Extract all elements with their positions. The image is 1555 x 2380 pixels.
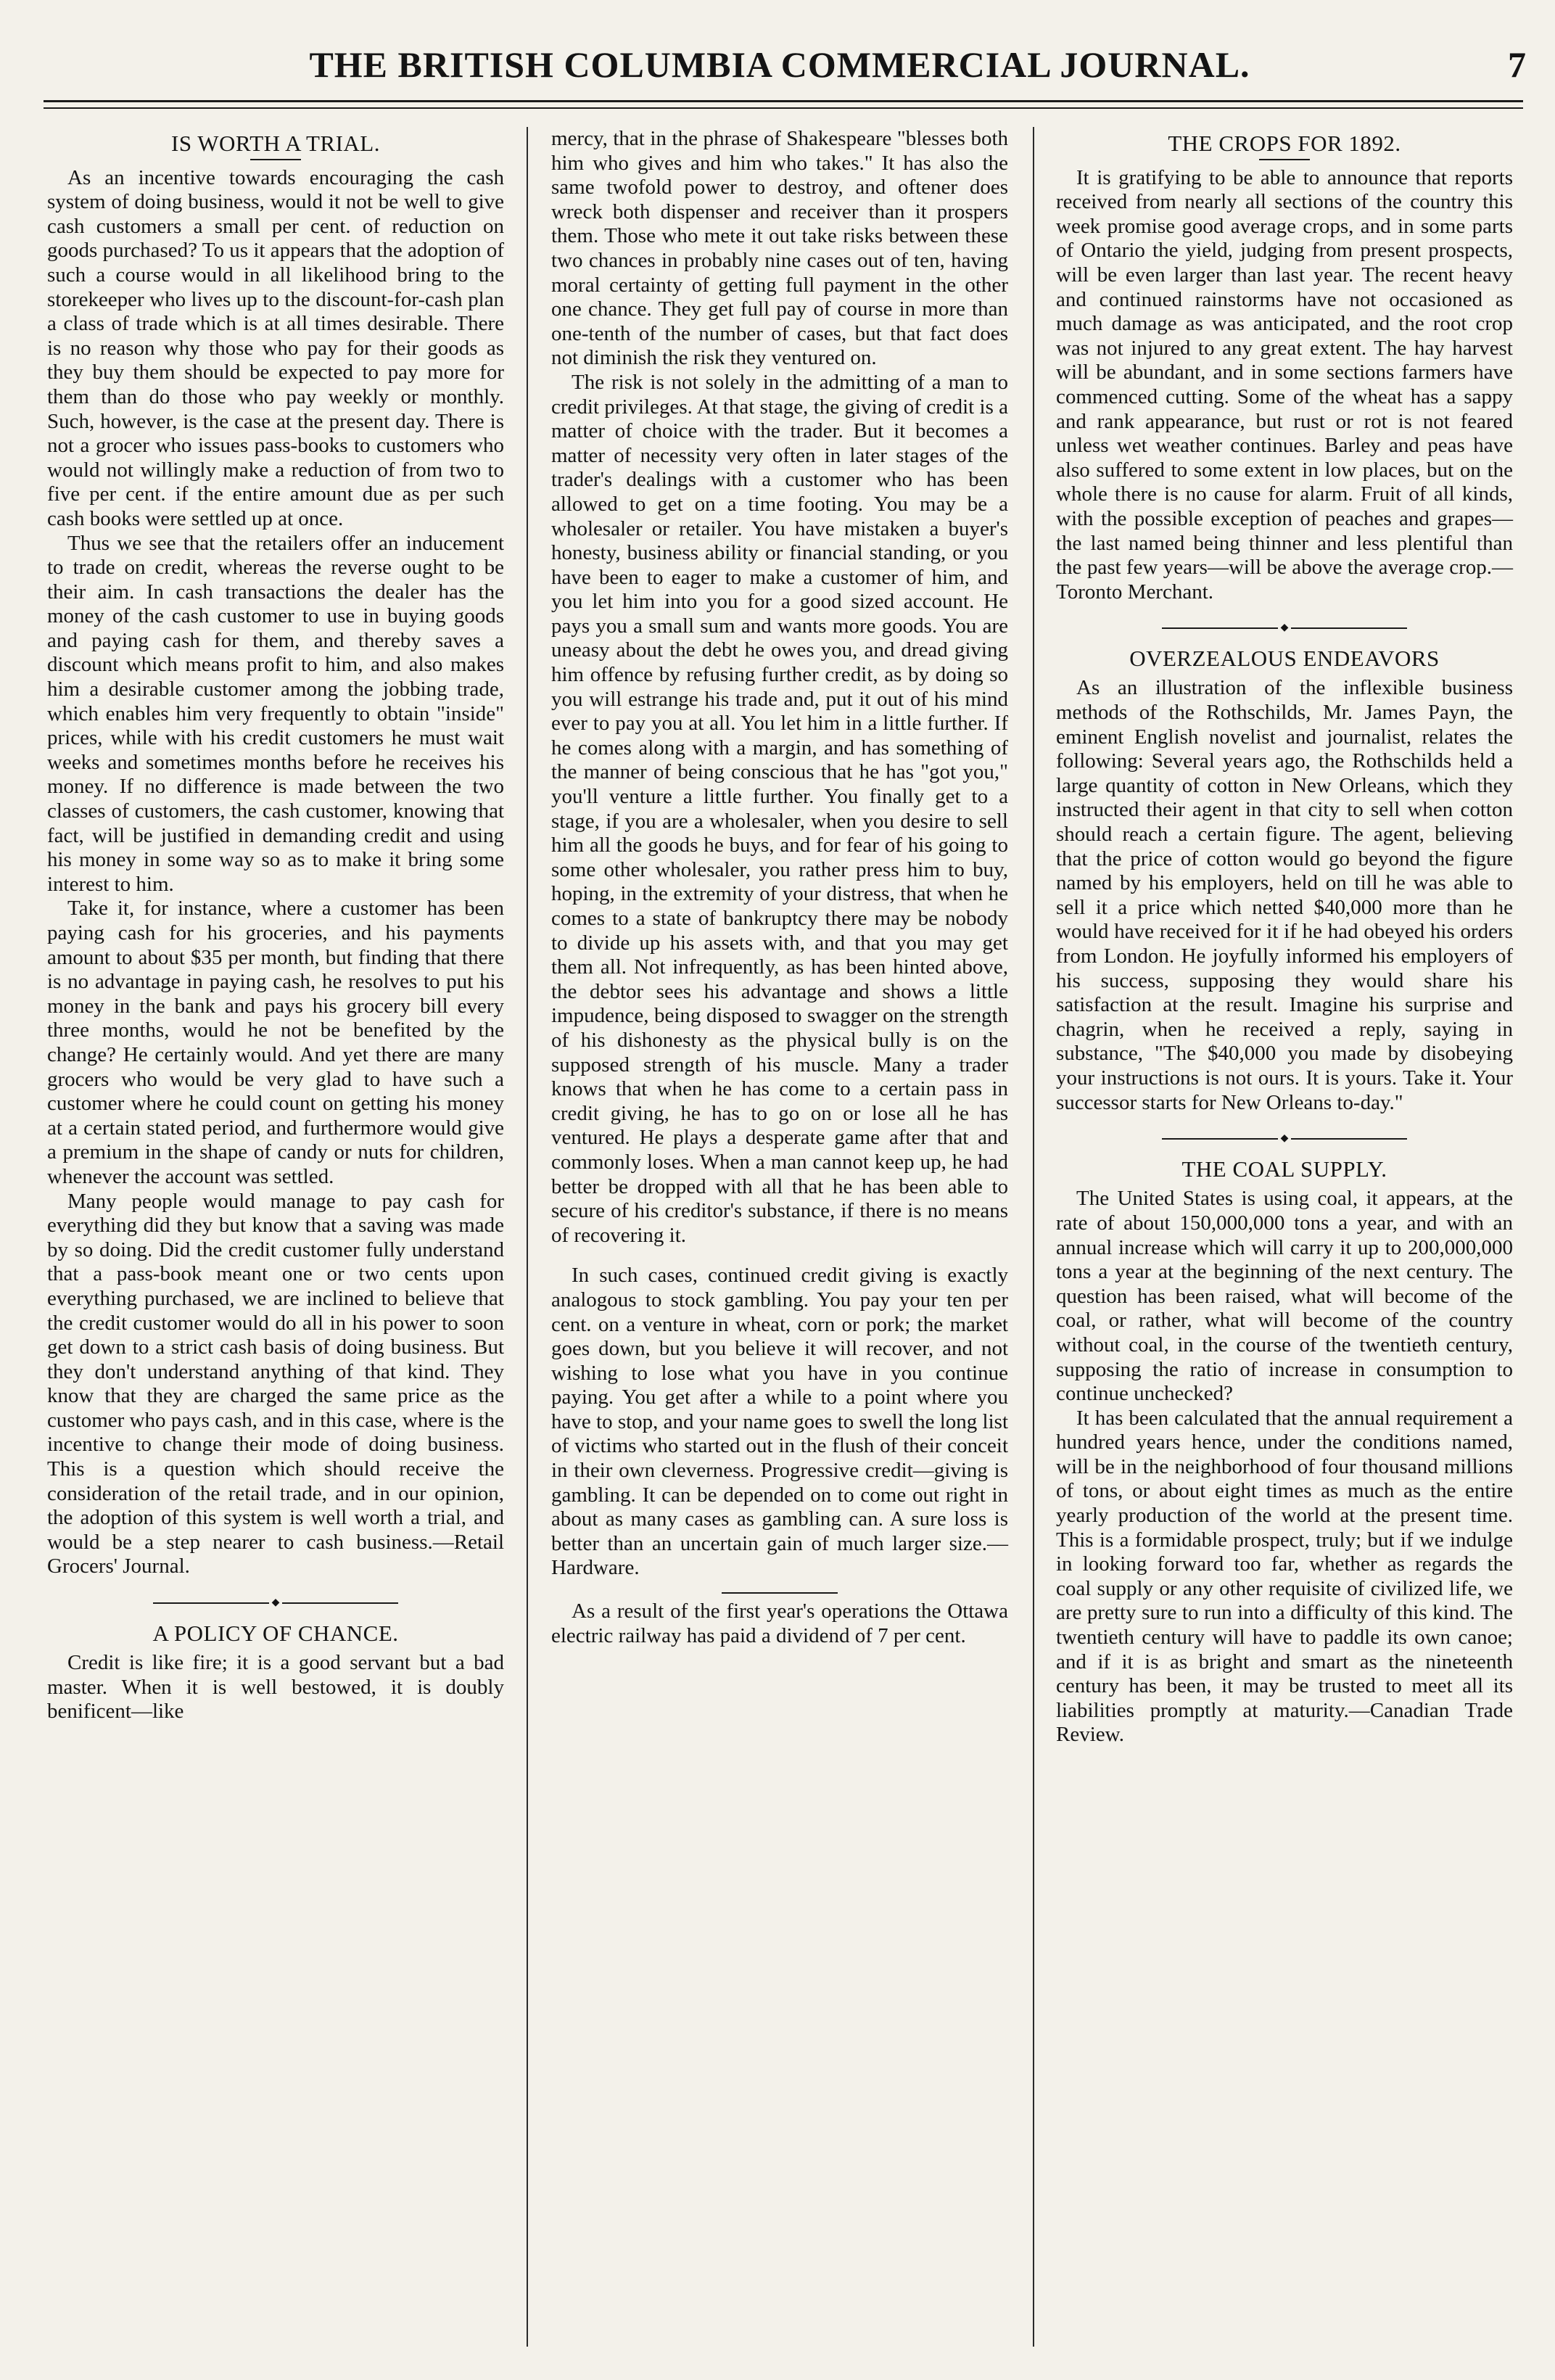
header-rule-secondary [44,107,1523,109]
header-rule [44,100,1523,102]
news-item: As a result of the first year's operations the Ottawa electric railway has paid a dividend of 7 per cent. [551,1599,1008,1647]
article-title: IS WORTH A TRIAL. [171,131,380,156]
article-paragraph: Credit is like fire; it is a good servant but a bad master. When it is well bestowed, it is doubly benificent—like [47,1651,504,1724]
article-paragraph: mercy, that in the phrase of Shakespeare "blesses both him who gives and him who takes." It has also the same twofold power to destroy, and oftener does wreck both dispenser and receiver than it prospers them. Those who mete it out take risks between these two chances in probably nine cases out of ten, having moral certainty of getting full payment in the other one chance. They get full pay of course in more than one-tenth of the number of cases, but that fact does not diminish the risk they ventured on. [551,127,1008,370]
section-separator: ◆ [1056,616,1513,641]
article-title: A POLICY OF CHANCE. [152,1620,399,1646]
column-divider [1033,127,1034,2347]
column-left [47,127,504,1724]
article-paragraph: The United States is using coal, it appears, at the rate of about 150,000,000 tons a year, and with an annual increase which will carry it up to 200,000,000 tons a year at the beginning of the next century. The question has been raised, what will become of the coal, or rather, what will become of the country without coal, in the course of the twentieth century, supposing the ratio of increase in consumption to continue unchecked? [1056,1187,1513,1406]
page-number: 7 [1508,44,1526,85]
article-paragraph: Many people would manage to pay cash for everything did they but know that a saving was made by so doing. Did the credit customer fully understand that a pass-book meant one or two cents upon everything purchased, we are inclined to believe that the credit customer would do all in his power to soon get down to a strict cash basis of doing business. But they don't understand anything of that kind. They know that they are charged the same price as the customer who pays cash, and in this case, where is the incentive to change their mode of doing business. This is a question which should receive the consideration of the retail trade, and in our opinion, the adoption of this system is well worth a trial, and would be a step nearer to cash business.—Retail Grocers' Journal. [47,1189,504,1578]
title-dash [1259,159,1310,160]
section-separator: ◆ [1056,1127,1513,1151]
article-paragraph: Take it, for instance, where a customer has been paying cash for his groceries, and his payments amount to about $35 per month, but finding that there is no advantage in paying cash, he resolves to put his money in the bank and pays his grocery bill every three months, would he not be benefited by the change? He certainly would. And yet there are many grocers who would be very glad to have such a customer where he could count on getting his money at a certain stated period, and furthermore would give a premium in the shape of candy or nuts for children, whenever the account was settled. [47,897,504,1188]
column-middle [551,127,1008,1648]
article-paragraph: As an incentive towards encouraging the cash system of doing business, would it not be well to give cash customers a small per cent. of reduction on goods purchased? To us it appears that the adoption of such a course would in all likelihood bring to the storekeeper who lives up to the discount-for-cash plan a class of trade which is at all times desirable. There is no reason why those who pay for their goods as they buy them should be expected to pay more for them than do those who pay weekly or monthly. Such, however, is the case at the present day. There is not a grocer who issues pass-books to customers who would not willingly make a reduction of from two to five per cent. if the entire amount due as per such cash books were settled up at once. [47,165,504,530]
article-title: THE CROPS FOR 1892. [1168,131,1401,156]
article-paragraph: It is gratifying to be able to announce that reports received from nearly all sections of the country this week promise good average crops, and in some parts of Ontario the yield, judging from present prospects, will be even larger than last year. The recent heavy and continued rainstorms have not occasioned as much damage as was anticipated, and the root crop was not injured to any great extent. The hay harvest will be abundant, and in some sections farmers have commenced cutting. Some of the wheat has a sappy and rank appearance, but rust or rot is not feared unless wet weather continues. Barley and peas have also suffered to some extent in low places, but on the whole there is no cause for alarm. Fruit of all kinds, with the possible exception of peaches and grapes—the last named being thinner and less plentiful than the past few years—will be above the average crop.—Toronto Merchant. [1056,165,1513,604]
article-paragraph: Thus we see that the retailers offer an inducement to trade on credit, whereas the reverse ought to be their aim. In cash transactions the dealer has the money of the cash customer to use in buying goods and paying cash for them, and thereby saves a discount which means profit to him, and also makes him a desirable customer among the jobbing trade, which enables him very frequently to obtain "inside" prices, while with his credit customers he must wait weeks and sometimes months before he receives his money. If no difference is made between the two classes of customers, the cash customer, knowing that fact, will be justified in demanding credit and using his money in some way so as to make it bring some interest to him. [47,531,504,896]
column-divider [527,127,528,2347]
section-separator [551,1592,1008,1594]
article-title: OVERZEALOUS ENDEAVORS [1129,645,1440,671]
column-right [1056,127,1513,1747]
title-dash [250,159,301,160]
section-separator: ◆ [47,1591,504,1615]
article-paragraph: It has been calculated that the annual requirement a hundred years hence, under the conditions named, will be in the neighborhood of four thousand millions of tons, or about eight times as much as the entire yearly production of the world at the present time. This is a formidable prospect, truly; but if we indulge in looking forward too far, whether as regards the coal supply or any other requisite of civilized life, we are pretty sure to run into a difficulty of this kind. The twentieth century will have to paddle its own canoe; and if it is as bright and smart as the nineteenth century has been, it may be trusted to meet all its liabilities promptly at maturity.—Canadian Trade Review. [1056,1406,1513,1747]
article-paragraph: In such cases, continued credit giving is exactly analogous to stock gambling. You pay your ten per cent. on a venture in wheat, corn or pork; the market goes down, but you believe it will recover, and not wishing to lose what you have in you continue paying. You get after a while to a point where you have to stop, and your name goes to swell the long list of victims who started out in the flush of their conceit in their own cleverness. Progressive credit—giving is gambling. It can be depended on to come out right in about as many cases as gambling can. A sure loss is better than an uncertain gain of much larger size.—Hardware. [551,1264,1008,1580]
masthead-title: THE BRITISH COLUMBIA COMMERCIAL JOURNAL. [309,44,1250,85]
article-title: THE COAL SUPPLY. [1181,1156,1387,1182]
article-paragraph: The risk is not solely in the admitting of a man to credit privileges. At that stage, the giving of credit is a matter of choice with the trader. But it becomes a matter of necessity very often in later stages of the trader's dealings with a customer who has been allowed to get on a time footing. You may be a wholesaler or retailer. You have mistaken a buyer's honesty, business ability or financial standing, or you have been to eager to make a customer of him, and you let him into you for a good sized account. He pays you a small sum and wants more goods. You are uneasy about the debt he owes you, and dread giving him offence by refusing further credit, as by doing so you will estrange his trade and, put it out of his mind ever to pay you at all. You let him in a little further. If he comes along with a margin, and has something of the manner of being conscious that he has "got you," you'll venture a little further. You finally get to a stage, if you are a wholesaler, when you desire to sell him all the goods he buys, and for fear of his going to some other wholesaler, you rather press him to buy, hoping, in the extremity of your distress, that when he comes to a state of bankruptcy there may be nobody to divide up his assets with, and that you may get them all. Not infrequently, as has been hinted above, the debtor sees his advantage and shows a little impudence, being disposed to swagger on the strength of his dishonesty as the physical bully is on the supposed strength of his muscle. Many a trader knows that when he has come to a certain pass in credit giving, he has to go on or lose all he has ventured. He plays a desperate game after that and commonly loses. When a man cannot keep up, he had better be dropped with all that he has been able to secure of his creditor's substance, if there is no means of recovering it. [551,370,1008,1247]
article-paragraph: As an illustration of the inflexible business methods of the Rothschilds, Mr. James Payn, the eminent English novelist and journalist, relates the following: Several years ago, the Rothschilds held a large quantity of cotton in New Orleans, which they instructed their agent in that city to sell when cotton should reach a certain figure. The agent, believing that the price of cotton would go beyond the figure named by his employers, held on till he was able to sell it a price which netted $40,000 more than he would have received for it if he had obeyed his orders from London. He joyfully informed his employers of his success, supposing they would share his satisfaction at the result. Imagine his surprise and chagrin, when he received a reply, saying in substance, "The $40,000 you made by disobeying your instructions is not ours. It is yours. Take it. Your successor starts for New Orleans to-day." [1056,676,1513,1114]
